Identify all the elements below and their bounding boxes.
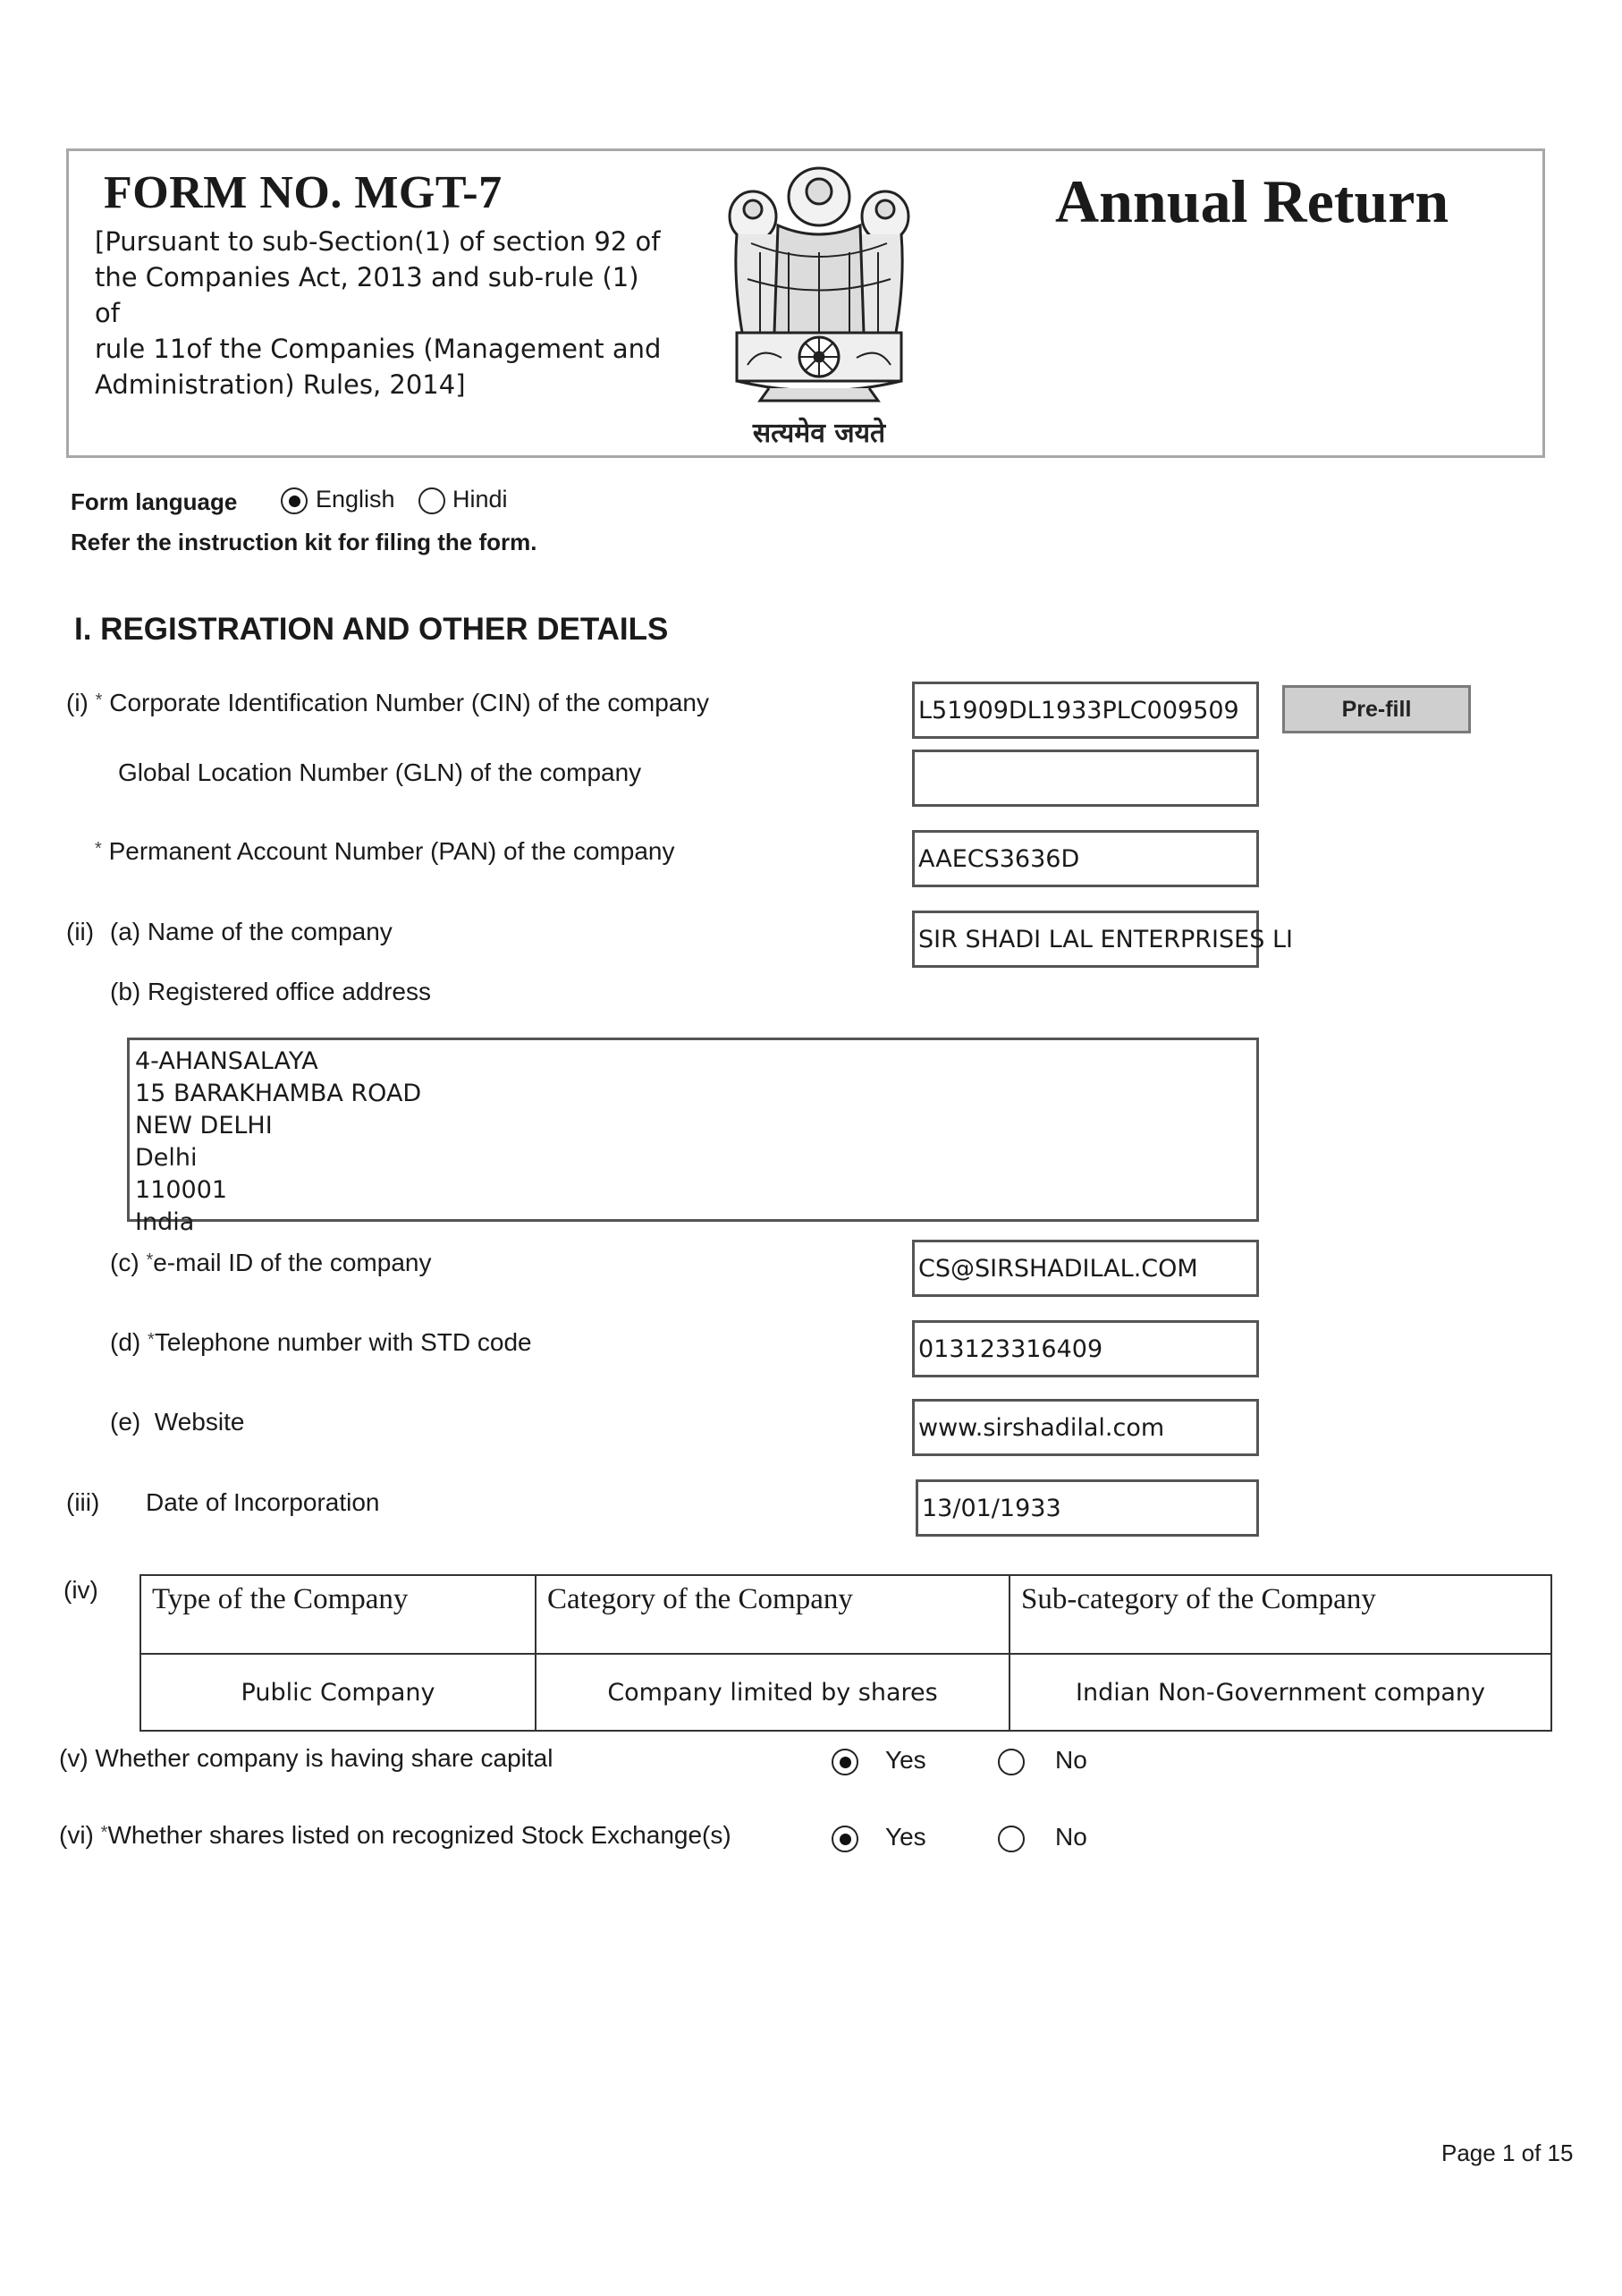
cin-label-text: Corporate Identification Number (CIN) of the company [109,689,709,716]
company-name-label-text: (a) Name of the company [109,918,393,945]
language-hindi-radio[interactable] [418,487,445,514]
subcategory-header: Sub-category of the Company [1010,1575,1551,1654]
email-label [110,1249,431,1277]
doi-number: (iii) [66,1488,100,1516]
listed-no-label: No [1055,1823,1087,1851]
table-header-row [140,1575,1551,1654]
share-capital-no-label: No [1055,1746,1087,1774]
required-star: * [100,1823,108,1843]
share-capital-no-radio[interactable] [998,1749,1025,1775]
gln-input[interactable] [912,750,1259,807]
emblem-motto: सत्यमेव जयते [752,418,886,449]
pursuant-line: Administration) Rules, 2014] [95,369,466,400]
form-language-label: Form language [71,488,238,515]
prefill-button[interactable]: Pre-fill [1282,685,1471,733]
required-star: * [146,1250,154,1270]
listed-yes-radio[interactable] [832,1826,858,1852]
type-header: Type of the Company [140,1575,536,1654]
pursuant-line: the Companies Act, 2013 and sub-rule (1) of [95,262,639,328]
cin-input[interactable]: L51909DL1933PLC009509 [912,682,1259,739]
company-type-number: (iv) [63,1576,98,1604]
category-value: Company limited by shares [536,1654,1010,1731]
item-prefix: (d) [110,1328,141,1356]
item-prefix: (c) [110,1249,139,1276]
listed-label [59,1821,731,1850]
pan-label [95,837,674,866]
pursuant-text [95,224,667,402]
address-line: Delhi [135,1144,198,1172]
company-name-label [66,918,393,946]
page-number: Page 1 of 15 [1441,2139,1574,2166]
listed-label-text: Whether shares listed on recognized Stock Exchange(s) [107,1821,731,1849]
address-textarea[interactable] [127,1038,1259,1236]
required-star: * [95,839,102,859]
website-input[interactable]: www.sirshadilal.com [912,1399,1259,1456]
radio-selected-dot [289,496,300,507]
category-header: Category of the Company [536,1575,1010,1654]
address-line: NEW DELHI [135,1112,273,1140]
gln-label: Global Location Number (GLN) of the company [118,758,642,786]
pan-label-text: Permanent Account Number (PAN) of the company [108,837,675,865]
address-label: (b) Registered office address [110,978,431,1005]
listed-yes-label: Yes [885,1823,926,1851]
address-line: India [135,1208,195,1236]
instruction-text: Refer the instruction kit for filing the form. [71,529,537,555]
type-value: Public Company [140,1654,536,1731]
national-emblem-icon [706,154,932,454]
radio-selected-dot [840,1757,851,1768]
address-line: 110001 [135,1176,228,1204]
pursuant-line: rule 11of the Companies (Management and [95,334,662,364]
share-capital-label: (v) Whether company is having share capital [59,1744,553,1772]
website-label: (e) Website [110,1408,245,1436]
company-name-input[interactable]: SIR SHADI LAL ENTERPRISES LI [912,911,1259,968]
item-number: (ii) [66,918,95,945]
pan-input[interactable]: AAECS3636D [912,830,1259,887]
address-line: 15 BARAKHAMBA ROAD [135,1080,422,1107]
phone-input[interactable]: 013123316409 [912,1320,1259,1377]
radio-selected-dot [840,1834,851,1845]
listed-no-radio[interactable] [998,1826,1025,1852]
table-row [140,1654,1551,1731]
required-star: * [95,690,103,710]
doi-input[interactable]: 13/01/1933 [916,1479,1259,1537]
subcategory-value: Indian Non-Government company [1010,1654,1551,1731]
language-english-label: English [316,486,395,513]
cin-label [66,689,709,717]
doi-label: Date of Incorporation [146,1488,380,1516]
company-type-table [139,1574,1552,1732]
share-capital-yes-radio[interactable] [832,1749,858,1775]
section-title: I. REGISTRATION AND OTHER DETAILS [74,612,669,647]
share-capital-yes-label: Yes [885,1746,926,1774]
address-line: 4-AHANSALAYA [135,1047,318,1075]
required-star: * [148,1330,155,1350]
phone-label [110,1328,532,1357]
phone-label-text: Telephone number with STD code [154,1328,532,1356]
item-number: (i) [66,689,89,716]
email-input[interactable]: CS@SIRSHADILAL.COM [912,1240,1259,1297]
email-label-text: e-mail ID of the company [153,1249,432,1276]
form-number: FORM NO. MGT-7 [104,167,503,218]
language-english-radio[interactable] [281,487,308,514]
pursuant-line: [Pursuant to sub-Section(1) of section 92 of [95,226,661,257]
item-prefix: (vi) [59,1821,94,1849]
form-title: Annual Return [1055,167,1449,235]
language-hindi-label: Hindi [452,486,508,513]
